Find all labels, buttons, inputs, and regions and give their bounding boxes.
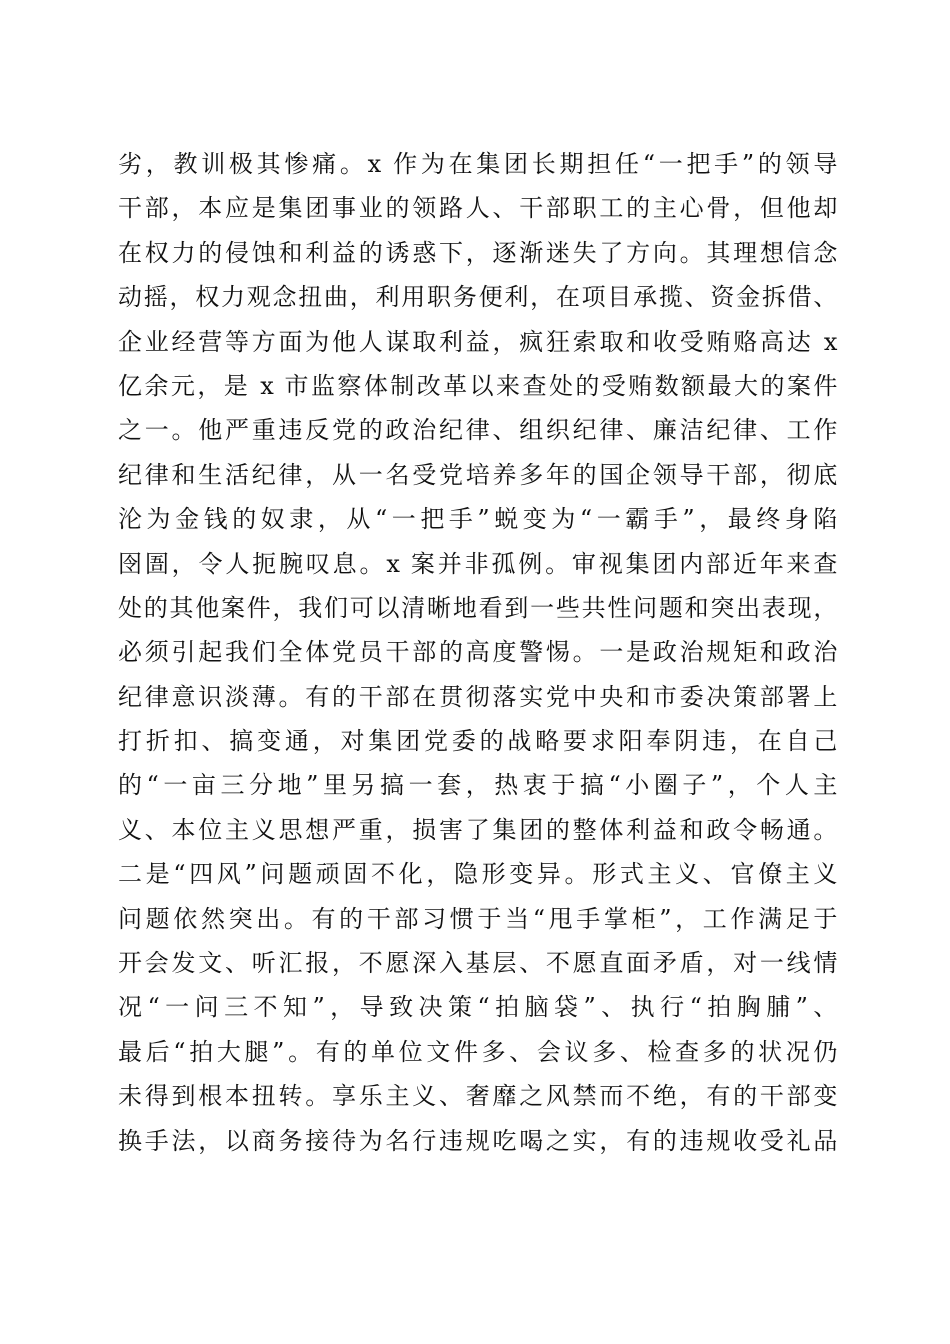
text-line: 纪律意识淡薄。有的干部在贯彻落实党中央和市委决策部署上 [118, 682, 838, 711]
text-line: 最后“拍大腿”。有的单位文件多、会议多、检查多的状况仍 [118, 1037, 838, 1066]
text-line: 必须引起我们全体党员干部的高度警惕。一是政治规矩和政治 [118, 638, 838, 667]
text-line: 换手法，以商务接待为名行违规吃喝之实，有的违规收受礼品 [118, 1126, 838, 1155]
text-line: 亿余元，是 x 市监察体制改革以来查处的受贿数额最大的案件 [118, 371, 838, 400]
text-line: 在权力的侵蚀和利益的诱惑下，逐渐迷失了方向。其理想信念 [118, 238, 838, 267]
text-line: 之一。他严重违反党的政治纪律、组织纪律、廉洁纪律、工作 [118, 416, 838, 445]
text-line: 问题依然突出。有的干部习惯于当“甩手掌柜”，工作满足于 [118, 904, 838, 933]
text-line: 的“一亩三分地”里另搞一套，热衷于搞“小圈子”，个人主 [118, 771, 838, 800]
text-line: 劣，教训极其惨痛。x 作为在集团长期担任“一把手”的领导 [118, 150, 838, 178]
text-line: 二是“四风”问题顽固不化，隐形变异。形式主义、官僚主义 [118, 860, 838, 889]
text-line: 打折扣、搞变通，对集团党委的战略要求阳奉阴违，在自己 [118, 727, 838, 756]
text-line: 况“一问三不知”，导致决策“拍脑袋”、执行“拍胸脯”、 [118, 993, 838, 1022]
text-line: 干部，本应是集团事业的领路人、干部职工的主心骨，但他却 [118, 194, 838, 223]
text-line: 沦为金钱的奴隶，从“一把手”蜕变为“一霸手”，最终身陷 [118, 505, 838, 534]
body-text [118, 142, 838, 1163]
text-line: 开会发文、听汇报，不愿深入基层、不愿直面矛盾，对一线情 [118, 949, 838, 978]
text-line: 义、本位主义思想严重，损害了集团的整体利益和政令畅通。 [118, 815, 838, 844]
text-line: 动摇，权力观念扭曲，利用职务便利，在项目承揽、资金拆借、 [118, 283, 838, 312]
text-line: 囹圄，令人扼腕叹息。x 案并非孤例。审视集团内部近年来查 [118, 549, 838, 578]
text-line: 处的其他案件，我们可以清晰地看到一些共性问题和突出表现， [118, 593, 838, 622]
text-line: 纪律和生活纪律，从一名受党培养多年的国企领导干部，彻底 [118, 460, 838, 489]
text-line: 未得到根本扭转。享乐主义、奢靡之风禁而不绝，有的干部变 [118, 1082, 838, 1111]
text-line: 企业经营等方面为他人谋取利益，疯狂索取和收受贿赂高达 x [118, 327, 838, 356]
